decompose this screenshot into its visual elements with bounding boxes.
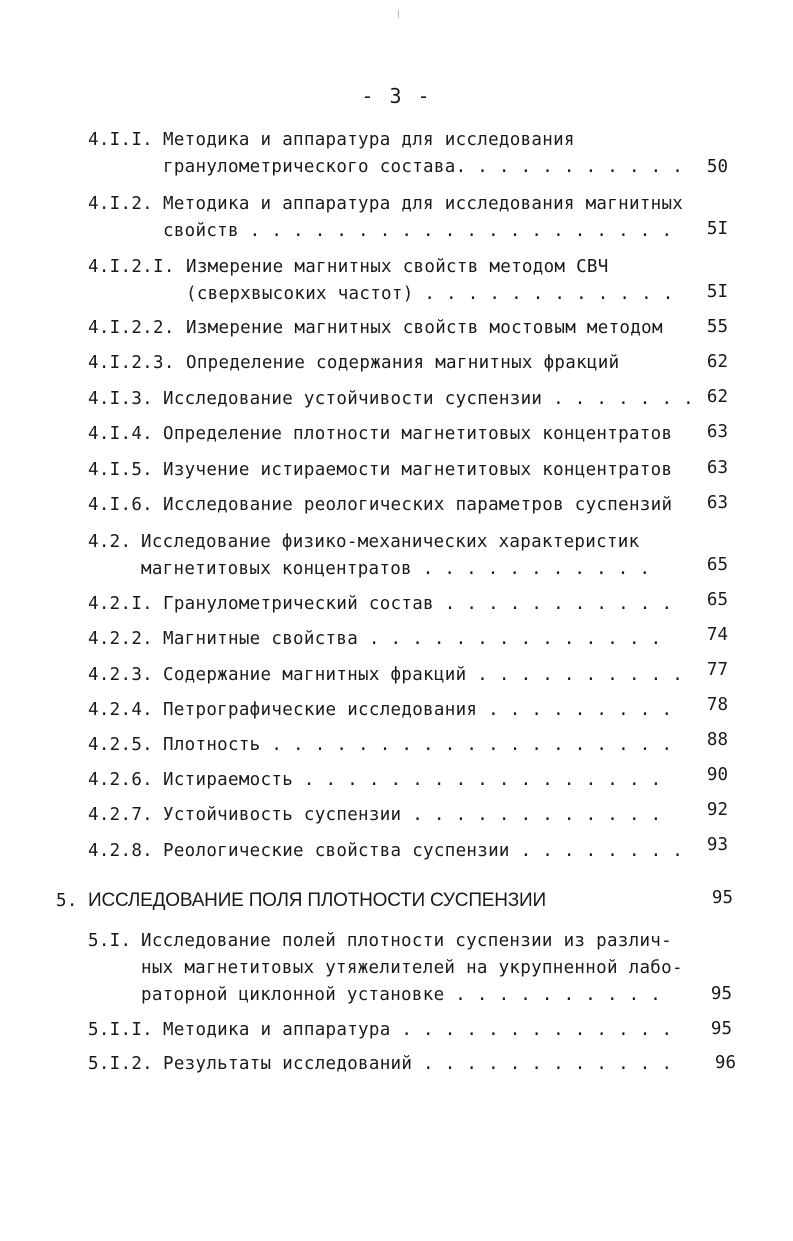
toc-entry-title-cont: гранулометрического состава. . . . . . . . . . . — [163, 157, 684, 177]
toc-entry-title: Исследование реологических параметров суспензий — [163, 495, 673, 515]
toc-entry-page: 63 — [706, 493, 728, 513]
toc-entry-number: 4.I.I. — [88, 130, 154, 150]
toc-entry-number: 4.I.4. — [88, 424, 154, 444]
chapter-page: 95 — [711, 888, 733, 908]
toc-entry-title-cont: ных магнетитовых утяжелителей на укрупненной лабо- — [141, 958, 683, 978]
toc-entry-number: 4.I.2. — [88, 194, 154, 214]
toc-entry-number: 4.2.2. — [88, 629, 154, 649]
toc-entry-page: 93 — [706, 835, 728, 855]
toc-entry-page: 5I — [706, 282, 728, 302]
toc-entry-page: 62 — [706, 352, 728, 372]
toc-entry-number: 4.2. — [88, 532, 132, 552]
toc-entry-page: 88 — [706, 730, 728, 750]
toc-entry-page: 74 — [706, 625, 728, 645]
toc-entry-page: 65 — [706, 590, 728, 610]
toc-entry-page: 90 — [706, 765, 728, 785]
toc-entry-number: 5.I.2. — [88, 1054, 154, 1074]
toc-entry-title: Исследование устойчивости суспензии . . . . . . . — [163, 389, 694, 409]
toc-entry-title: Петрографические исследования . . . . . . . . . — [163, 700, 673, 720]
page-number: - 3 - — [361, 84, 432, 108]
chapter-number: 5. — [56, 891, 78, 911]
toc-entry-page: 5I — [706, 219, 728, 239]
toc-entry-title: Изучение истираемости магнетитовых концентратов — [163, 460, 673, 480]
toc-entry-title: Истираемость . . . . . . . . . . . . . . . . . — [163, 770, 662, 790]
toc-entry-title: Исследование полей плотности суспензии из различ- — [141, 931, 672, 951]
toc-entry-number: 4.I.2.I. — [88, 257, 175, 277]
toc-entry-title: Реологические свойства суспензии . . . . . . . . — [163, 841, 684, 861]
toc-entry-page: 92 — [706, 800, 728, 820]
toc-entry-title: Определение плотности магнетитовых концентратов — [163, 424, 673, 444]
toc-entry-number: 4.2.5. — [88, 735, 154, 755]
toc-entry-page: 95 — [710, 1019, 732, 1039]
toc-entry-title: Плотность . . . . . . . . . . . . . . . . . . . — [163, 735, 673, 755]
toc-entry-page: 63 — [706, 458, 728, 478]
toc-entry-number: 4.2.8. — [88, 841, 154, 861]
toc-entry-page: 63 — [706, 422, 728, 442]
toc-entry-title: Исследование физико-механических характеристик — [141, 532, 640, 552]
toc-entry-title: Устойчивость суспензии . . . . . . . . . . . . — [163, 805, 662, 825]
toc-entry-title-cont: свойств . . . . . . . . . . . . . . . . . . . . — [163, 221, 673, 241]
toc-entry-number: 4.2.7. — [88, 805, 154, 825]
toc-entry-title: Методика и аппаратура для исследования магнитных — [163, 194, 684, 214]
toc-entry-title: Измерение магнитных свойств методом СВЧ — [186, 257, 609, 277]
toc-entry-title-cont: (сверхвысоких частот) . . . . . . . . . . . . — [186, 284, 674, 304]
toc-entry-title: Магнитные свойства . . . . . . . . . . . . . . — [163, 629, 662, 649]
toc-entry-page: 62 — [706, 387, 728, 407]
toc-entry-number: 4.2.6. — [88, 770, 154, 790]
toc-entry-page: 55 — [706, 317, 728, 337]
toc-entry-title: Содержание магнитных фракций . . . . . . . . . . — [163, 665, 684, 685]
toc-entry-number: 5.I. — [88, 931, 132, 951]
scan-mark — [398, 10, 399, 18]
toc-entry-title: Методика и аппаратура для исследования — [163, 130, 575, 150]
toc-entry-number: 4.I.2.2. — [88, 318, 175, 338]
toc-entry-page: 78 — [706, 695, 728, 715]
toc-entry-number: 5.I.I. — [88, 1020, 154, 1040]
toc-entry-title: Определение содержания магнитных фракций — [186, 353, 620, 373]
toc-entry-title: Методика и аппаратура . . . . . . . . . . . . . — [163, 1020, 673, 1040]
toc-entry-page: 77 — [706, 660, 728, 680]
toc-entry-number: 4.2.3. — [88, 665, 154, 685]
toc-entry-title-cont: магнетитовых концентратов . . . . . . . . . . . — [141, 559, 651, 579]
toc-entry-number: 4.I.6. — [88, 495, 154, 515]
toc-entry-title: Гранулометрический состав . . . . . . . . . . . — [163, 594, 673, 614]
toc-entry-number: 4.2.I. — [88, 594, 154, 614]
toc-entry-number: 4.I.3. — [88, 389, 154, 409]
toc-entry-page: 96 — [714, 1053, 736, 1073]
toc-entry-number: 4.I.2.3. — [88, 353, 175, 373]
toc-entry-page: 95 — [710, 984, 732, 1004]
toc-entry-title: Результаты исследований . . . . . . . . . . . . — [163, 1054, 673, 1074]
toc-entry-title-cont: раторной циклонной установке . . . . . . . . . . — [141, 985, 662, 1005]
toc-entry-title: Измерение магнитных свойств мостовым методом — [186, 318, 663, 338]
chapter-title: ИССЛЕДОВАНИЕ ПОЛЯ ПЛОТНОСТИ СУСПЕНЗИИ — [88, 890, 546, 911]
toc-entry-number: 4.2.4. — [88, 700, 154, 720]
toc-entry-page: 50 — [706, 157, 728, 177]
toc-entry-page: 65 — [706, 555, 728, 575]
toc-entry-number: 4.I.5. — [88, 460, 154, 480]
